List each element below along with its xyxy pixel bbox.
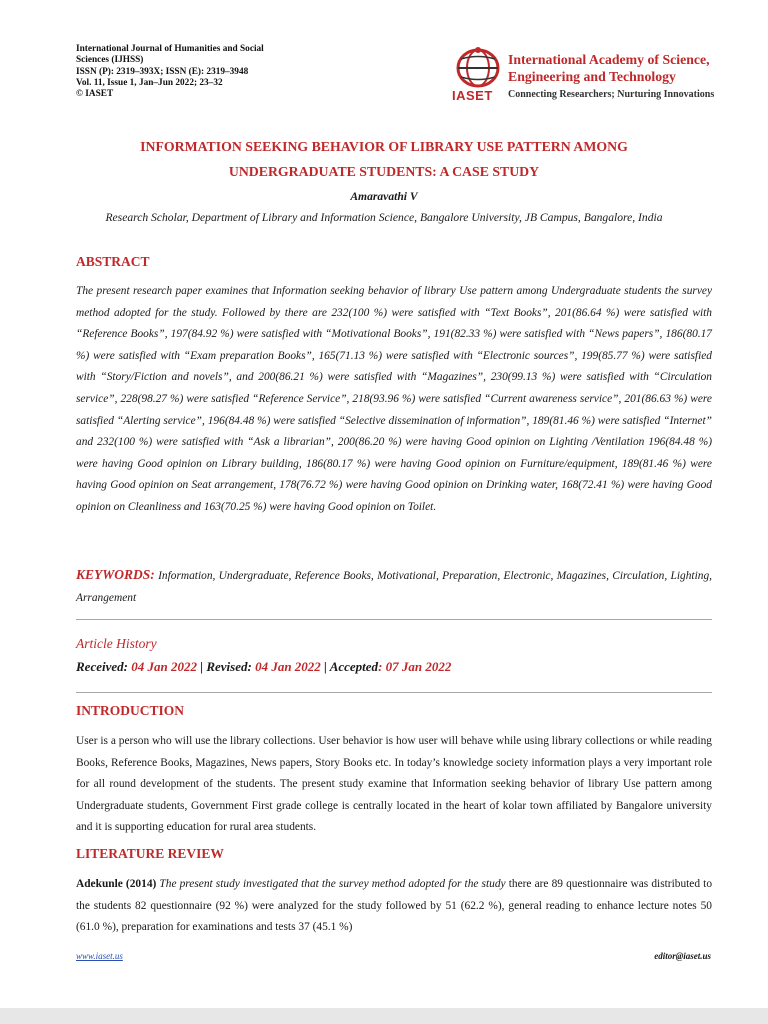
globe-logo-icon — [452, 46, 504, 90]
revised-label: Revised: — [206, 659, 252, 674]
footer-website-link[interactable]: www.iaset.us — [76, 951, 123, 961]
received-label: Received: — [76, 659, 128, 674]
keywords-text: Information, Undergraduate, Reference Books, Motivational, Preparation, Electronic, Magazines, Circulation, Lighting, Arrangement — [76, 570, 712, 604]
separator: | — [320, 659, 330, 674]
introduction-heading: INTRODUCTION — [76, 703, 185, 718]
journal-volume: Vol. 11, Issue 1, Jan–Jun 2022; 23–32 — [76, 77, 223, 88]
literature-review-text — [76, 874, 712, 939]
journal-copyright: © IASET — [76, 89, 114, 100]
journal-issn: ISSN (P): 2319–393X; ISSN (E): 2319–3948 — [76, 66, 249, 77]
citation-italic: The present study investigated that the survey method adopted for the study — [159, 878, 506, 890]
keywords-label: KEYWORDS: — [76, 567, 155, 582]
logo-brand: IASET — [452, 88, 493, 103]
introduction-text: User is a person who will use the library collections. User behavior is how user will behave while using library collections or while reading Books, Reference Books, Magazines, News papers, Story Books etc. In today’s knowledge society information plays a very important role for all round development of the students. The present study examine that Information seeking behavior of library Use pattern among Undergraduate students, Government First grade college is centrally located in the heart of kolar town affiliated by Bangalore university and it is supporting education for rural area students. — [76, 735, 712, 834]
article-history-dates — [76, 659, 451, 675]
accepted-label: Accepted — [329, 659, 379, 674]
journal-info — [76, 44, 296, 100]
paper-title — [60, 134, 708, 184]
journal-name-line1: International Journal of Humanities and Social — [76, 44, 264, 54]
article-history-heading: Article History — [76, 636, 157, 651]
footer-email: editor@iaset.us — [654, 951, 711, 961]
separator: | — [196, 659, 207, 674]
abstract-heading: ABSTRACT — [76, 254, 150, 269]
citation-text: there are 89 questionnaire was distributed to the students 82 questionnaire (92 %) were analyzed for the study followed by 51 (62.2 %), general reading to enhance lecture notes 50 (61.0 %), preparation for examinations and tests 37 (45.1 %) — [76, 878, 713, 934]
iaset-logo — [452, 46, 722, 106]
received-date: 04 Jan 2022 — [131, 659, 197, 674]
divider — [76, 619, 712, 620]
journal-name-line2: Sciences (IJHSS) — [76, 55, 144, 66]
logo-org-line2: Engineering and Technology — [508, 69, 676, 84]
citation-author: Adekunle (2014) — [76, 878, 157, 890]
keywords-block — [76, 564, 712, 609]
logo-tagline: Connecting Researchers; Nurturing Innovations — [508, 89, 715, 100]
literature-review-heading: LITERATURE REVIEW — [76, 846, 224, 861]
paper-title-line1: INFORMATION SEEKING BEHAVIOR OF LIBRARY USE PATTERN AMONG — [140, 139, 628, 154]
logo-org-line1: International Academy of Science, — [508, 52, 710, 67]
accepted-date: : 07 Jan 2022 — [378, 659, 452, 674]
revised-date: 04 Jan 2022 — [255, 659, 321, 674]
author-name: Amaravathi V — [350, 190, 418, 203]
author-affiliation: Research Scholar, Department of Library and Information Science, Bangalore University, JB Campus, Bangalore, India — [105, 211, 663, 224]
paper-title-line2: UNDERGRADUATE STUDENTS: A CASE STUDY — [228, 164, 540, 179]
divider — [76, 692, 712, 693]
bottom-band — [0, 1008, 768, 1024]
abstract-text: The present research paper examines that Information seeking behavior of library Use pattern among Undergraduate students the survey method adopted for the study. Followed by there are 232(100 %) were satisfied with “Text Books”, 201(86.64 %) were satisfied with “Reference Books”, 197(84.92 %) were satisfied with “Motivational Books”, 191(82.33 %) were satisfied with “News papers”, 186(80.17 %) were satisfied with “Exam preparation Books”, 165(71.13 %) were satisfied with “Electronic sources”, 199(85.77 %) were satisfied with “Story/Fiction and novels”, and 200(86.21 %) were satisfied with “Magazines”, 230(99.13 %) were satisfied with “Circulation service”, 228(98.27 %) were satisfied “Reference Service”, 218(93.96 %) were satisfied “Current awareness service”, 201(86.63 %) were satisfied “Alerting service”, 196(84.48 %) were satisfied “Selective dissemination of information”, 189(81.46 %) were satisfied “Internet” and 232(100 %) were satisfied with “Ask a librarian”, 200(86.20 %) were having Good opinion on Lighting /Ventilation 196(84.48 %) were having Good opinion on Library building, 186(80.17 %) were having Good opinion on Furniture/equipment, 189(81.46 %) were having Good opinion on Seat arrangement, 178(76.72 %) were having Good opinion on Drinking water, 168(72.41 %) were having Good opinion on Cleanliness and 163(70.25 %) were having Good opinion on Toilet. — [76, 285, 712, 513]
